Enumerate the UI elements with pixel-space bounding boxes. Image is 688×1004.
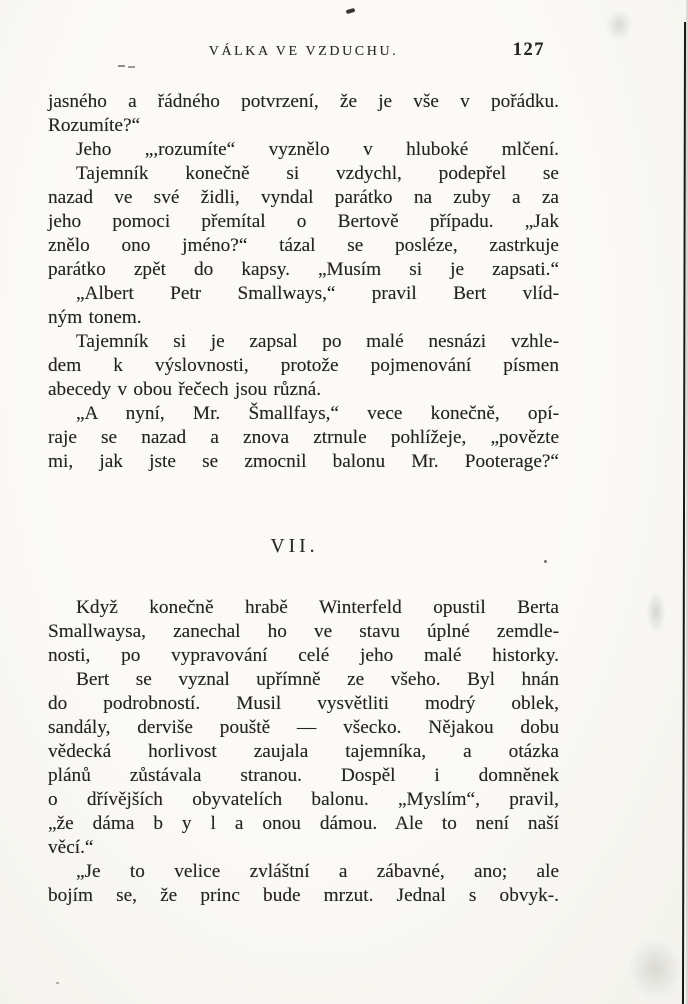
text-line: plánů zůstávala stranou. Dospěl i domněnek — [48, 765, 559, 786]
text-line: Bert se vyznal upřímně ze všeho. Byl hnán — [76, 669, 559, 690]
text-line: Tajemník si je zapsal po malé nesnázi vzhle- — [76, 331, 559, 352]
text-line: Když konečně hrabě Winterfeld opustil Berta — [76, 597, 559, 618]
text-line: sandály, derviše pouště — všecko. Nějakou dobu — [48, 717, 559, 738]
ink-speck — [544, 560, 547, 563]
text-line: „Je to velice zvláštní a zábavné, ano; ale — [76, 861, 559, 882]
text-line: bojím se, že princ bude mrzut. Jednal s obvyk-. — [48, 885, 559, 906]
text-line: nosti, po vypravování celé jeho malé historky. — [48, 645, 559, 666]
text-line: Tajemník konečně si vzdychl, podepřel se — [76, 163, 559, 184]
text-line: vědecká horlivost zaujala tajemníka, a otázka — [48, 741, 559, 762]
text-line: Smallwaysa, zanechal ho ve stavu úplné zemdle- — [48, 621, 559, 642]
text-line: dem k výslovnosti, protože pojmenování písmen — [48, 355, 559, 376]
text-line: jasného a řádného potvrzení, že je vše v pořádku. — [48, 91, 559, 112]
text-line: parátko zpět do kapsy. „Musím si je zapsati.“ — [48, 259, 559, 280]
ink-speck — [346, 8, 356, 14]
text-line: raje se nazad a znova ztrnule pohlížeje, „povězte — [48, 427, 559, 448]
text-line: abecedy v obou řečech jsou různá. — [48, 379, 322, 400]
text-line: nazad ve své židli, vyndal parátko na zuby a za — [48, 187, 559, 208]
ink-speck — [118, 65, 125, 67]
text-line: „Albert Petr Smallways,“ pravil Bert vlíd- — [76, 283, 559, 304]
text-block-2 — [48, 596, 559, 908]
text-line: Rozumíte?“ — [48, 115, 141, 136]
ink-speck — [56, 982, 59, 984]
text-line: do podrobností. Musil vysvětliti modrý oblek, — [48, 693, 559, 714]
text-line: Jeho „,rozumíte“ vyznělo v hluboké mlčení. — [76, 139, 559, 160]
text-line: o dřívějších obyvatelích balonu. „Myslím“, pravil, — [48, 789, 559, 810]
text-line: znělo ono jméno?“ tázal se posléze, zastrkuje — [48, 235, 559, 256]
running-header — [48, 40, 559, 64]
text-line: „že dáma b y l a onou dámou. Ale to není naší — [48, 813, 559, 834]
text-line: věcí.“ — [48, 837, 94, 858]
chapter-heading: VII. — [270, 536, 319, 557]
running-title: VÁLKA VE VZDUCHU. — [208, 44, 399, 59]
text-line: ným tonem. — [48, 307, 142, 328]
scan-smudge — [604, 8, 634, 42]
page-number: 127 — [512, 40, 545, 60]
scan-smudge — [646, 590, 666, 634]
text-line: „A nyní, Mr. Šmallfays,“ vece konečně, opí- — [76, 403, 559, 424]
text-line: jeho pomoci přemítal o Bertově případu. „Jak — [48, 211, 559, 232]
text-block-1 — [48, 90, 559, 474]
text-line: mi, jak jste se zmocnil balonu Mr. Pooterage?“ — [48, 451, 559, 472]
scan-smudge — [628, 938, 682, 1000]
